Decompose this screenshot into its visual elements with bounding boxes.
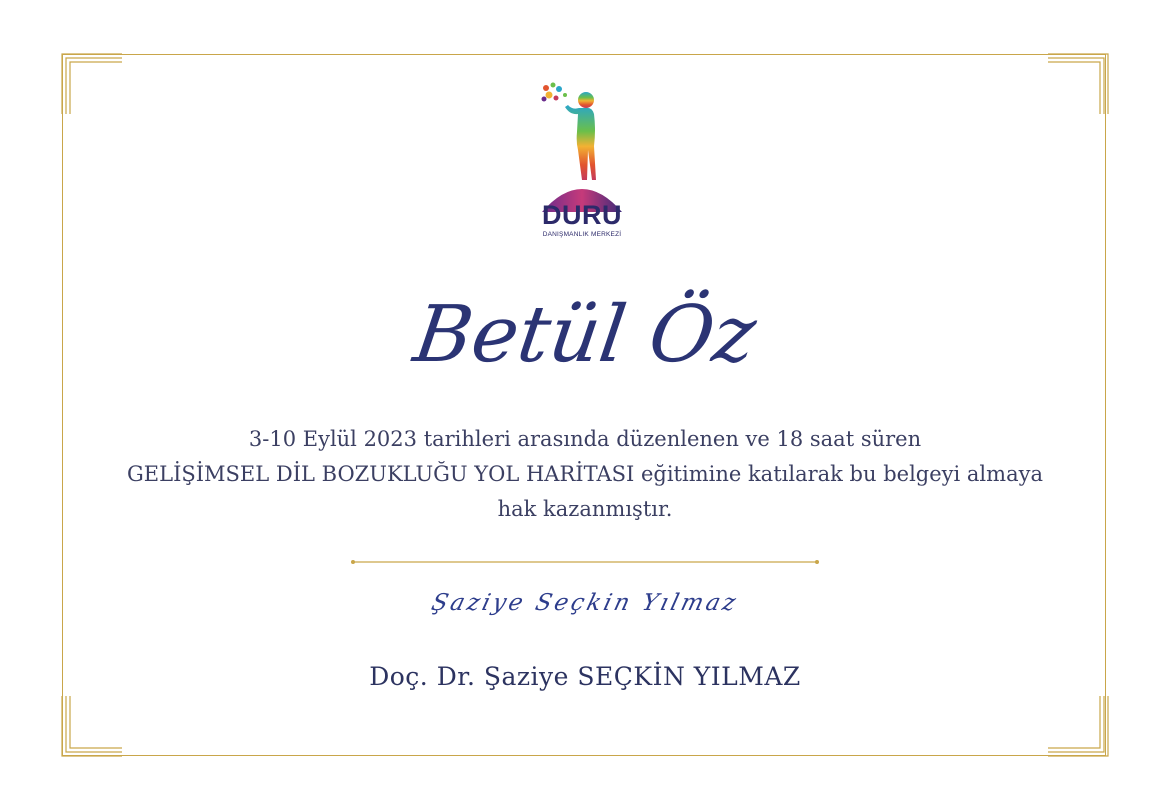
brand-subtitle: DANIŞMANLIK MERKEZİ [542, 231, 622, 238]
signer-name: Doç. Dr. Şaziye SEÇKİN YILMAZ [369, 662, 801, 691]
recipient-name: Betül Öz [408, 290, 762, 380]
brand-name: DURU [542, 200, 622, 230]
certificate-body [70, 422, 1100, 527]
corner-ornament-bottom-left [60, 696, 122, 758]
body-line-3: hak kazanmıştır. [497, 497, 673, 521]
divider [350, 552, 820, 558]
corner-ornament-top-right [1048, 52, 1110, 114]
body-line-2: GELİŞİMSEL DİL BOZUKLUĞU YOL HARİTASI eğitimine katılarak bu belgeyi almaya [127, 462, 1043, 486]
signature: Şaziye Seçkin Yılmaz [428, 590, 742, 616]
body-line-1: 3-10 Eylül 2023 tarihleri arasında düzenlenen ve 18 saat süren [248, 427, 922, 451]
corner-ornament-top-left [60, 52, 122, 114]
corner-ornament-bottom-right [1048, 696, 1110, 758]
